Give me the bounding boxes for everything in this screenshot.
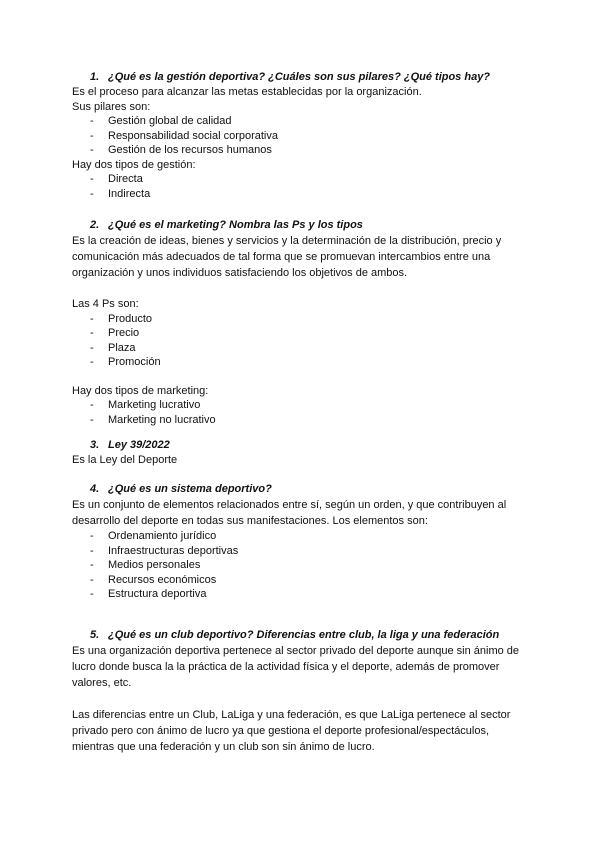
- list-item: - Medios personales: [90, 559, 201, 571]
- section-1-types-intro: Hay dos tipos de gestión:: [72, 158, 196, 171]
- section-4-elements-list: [72, 529, 532, 602]
- list-item: - Directa: [90, 173, 143, 185]
- section-2: [72, 218, 532, 427]
- list-item: - Marketing no lucrativo: [90, 413, 216, 426]
- section-5-definition: Es una organización deportiva pertenece al sector privado del deporte aunque sin ánimo de lucro donde busca la la práctica de la actividad física y el deporte, además de promover valores, etc.: [72, 645, 520, 689]
- section-1-pillars-intro: Sus pilares son:: [72, 100, 151, 113]
- section-4-title: ¿Qué es un sistema deportivo?: [108, 483, 272, 495]
- section-1-pillars-list: [72, 114, 532, 158]
- section-5-differences: Las diferencias entre un Club, LaLiga y una federación, es que LaLiga pertenece al sector privado pero con ánimo de lucro ya que gestiona el deporte profesional/espectáculos, mientras que una federación y un club son sin ánimo de lucro.: [72, 709, 511, 753]
- list-item: - Estructura deportiva: [90, 588, 207, 600]
- section-5-heading: [90, 628, 532, 643]
- section-4-number: 4.: [90, 483, 100, 495]
- section-4: [72, 482, 532, 602]
- list-item: - Plaza: [90, 341, 136, 354]
- list-item: - Responsabilidad social corporativa: [90, 129, 278, 142]
- list-item: - Promoción: [90, 356, 161, 368]
- section-5-title: ¿Qué es un club deportivo? Diferencias entre club, la liga y una federación: [108, 629, 500, 641]
- section-2-number: 2.: [90, 219, 100, 231]
- section-2-ps-intro: Las 4 Ps son:: [72, 298, 139, 310]
- list-item: - Gestión global de calidad: [90, 115, 232, 127]
- section-2-types-list: [72, 398, 532, 427]
- section-2-types-intro: Hay dos tipos de marketing:: [72, 384, 209, 397]
- section-1: [72, 70, 532, 201]
- section-1-types-list: [72, 172, 532, 201]
- section-3-title: Ley 39/2022: [108, 439, 170, 451]
- list-item: - Marketing lucrativo: [90, 399, 201, 411]
- section-1-number: 1.: [90, 71, 100, 83]
- list-item: - Precio: [90, 327, 140, 339]
- section-5-number: 5.: [90, 629, 100, 641]
- section-4-heading: [90, 482, 532, 497]
- section-2-title: ¿Qué es el marketing? Nombra las Ps y los tipos: [108, 219, 363, 231]
- section-3-heading: [90, 438, 532, 453]
- section-3-number: 3.: [90, 439, 100, 451]
- section-2-heading: [90, 218, 532, 233]
- section-3-text: Es la Ley del Deporte: [72, 454, 178, 466]
- section-1-definition: Es el proceso para alcanzar las metas establecidas por la organización.: [72, 86, 422, 98]
- list-item: - Producto: [90, 312, 153, 325]
- section-4-definition: Es un conjunto de elementos relacionados entre sí, según un orden, y que contribuyen al desarrollo del deporte en todas sus manifestaciones. Los elementos son:: [72, 499, 507, 527]
- section-2-ps-list: [72, 312, 532, 370]
- list-item: - Recursos económicos: [90, 573, 217, 586]
- list-item: - Indirecta: [90, 187, 151, 200]
- section-1-title: ¿Qué es la gestión deportiva? ¿Cuáles son sus pilares? ¿Qué tipos hay?: [108, 71, 491, 83]
- list-item: - Gestión de los recursos humanos: [90, 144, 272, 156]
- section-3: [72, 438, 532, 468]
- section-5: [72, 628, 532, 755]
- section-2-definition: Es la creación de ideas, bienes y servicios y la determinación de la distribución, precio y comunicación más adecuados de tal forma que se promuevan intercambios entre una organización y unos individuos satisfaciendo los objetivos de ambos.: [72, 235, 502, 279]
- list-item: - Ordenamiento jurídico: [90, 530, 217, 542]
- section-1-heading: [90, 70, 532, 85]
- list-item: - Infraestructuras deportivas: [90, 544, 239, 557]
